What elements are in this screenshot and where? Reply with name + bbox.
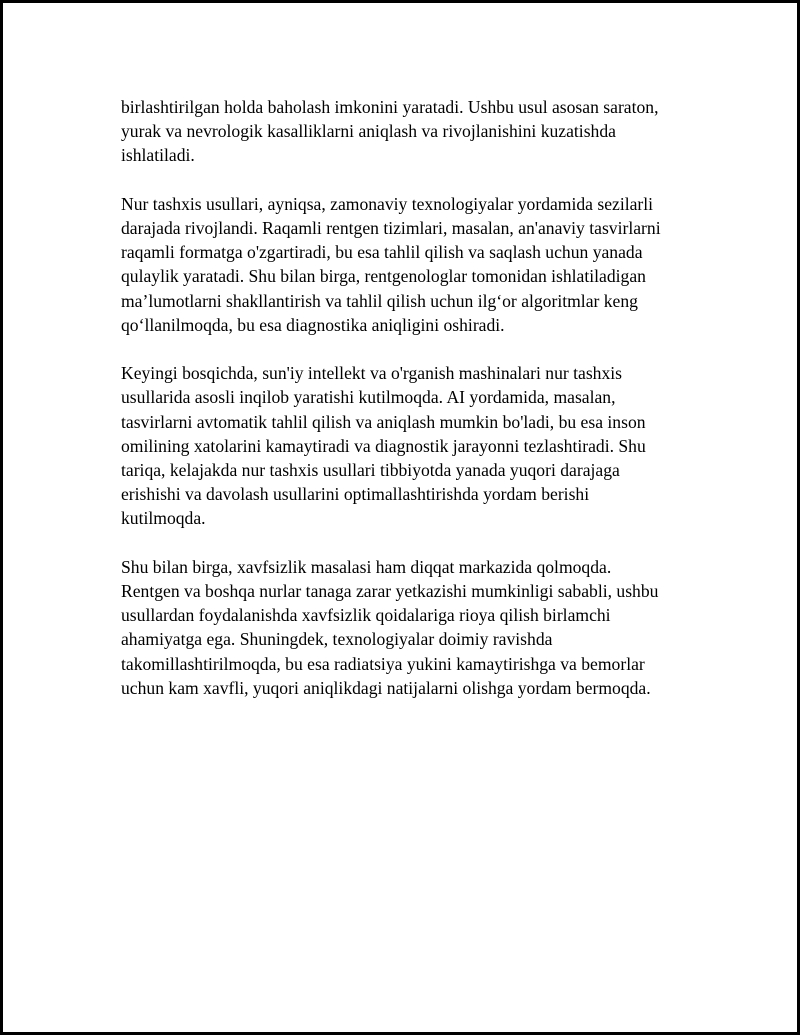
text-line: tariqa, kelajakda nur tashxis usullari tibbiyotda yanada yuqori darajaga	[121, 460, 620, 481]
text-line: birlashtirilgan holda baholash imkonini yaratadi. Ushbu usul asosan saraton,	[121, 97, 659, 117]
text-line: yurak va nevrologik kasalliklarni aniqlash va rivojlanishini kuzatishda	[121, 121, 616, 142]
paragraph-4	[121, 555, 721, 700]
text-line: kutilmoqda.	[121, 508, 206, 529]
text-line: qulaylik yaratadi. Shu bilan birga, rentgenologlar tomonidan ishlatiladigan	[121, 266, 646, 287]
text-line: darajada rivojlandi. Raqamli rentgen tizimlari, masalan, an'anaviy tasvirlarni	[121, 218, 661, 238]
text-line: usullarida asosli inqilob yaratishi kutilmoqda. AI yordamida, masalan,	[121, 387, 616, 408]
document-body	[121, 95, 721, 724]
text-line: Keyingi bosqichda, sun'iy intellekt va o'rganish mashinalari nur tashxis	[121, 363, 623, 384]
text-line: ma’lumotlarni shakllantirish va tahlil qilish uchun ilg‘or algoritmlar keng	[121, 290, 638, 311]
text-line: ahamiyatga ega. Shuningdek, texnologiyalar doimiy ravishda	[121, 629, 553, 650]
paragraph-2	[121, 192, 721, 337]
text-line: ishlatiladi.	[121, 145, 195, 166]
text-line: Nur tashxis usullari, ayniqsa, zamonaviy texnologiyalar yordamida sezilarli	[121, 193, 654, 214]
text-line: omilining xatolarini kamaytiradi va diagnostik jarayonni tezlashtiradi. Shu	[121, 435, 646, 456]
text-line: Rentgen va boshqa nurlar tanaga zarar yetkazishi mumkinligi sababli, ushbu	[121, 581, 659, 602]
text-line: erishishi va davolash usullarini optimallashtirishda yordam berishi	[121, 484, 590, 505]
paragraph-1	[121, 95, 721, 168]
text-line: Shu bilan birga, xavfsizlik masalasi ham diqqat markazida qolmoqda.	[121, 556, 612, 577]
text-line: uchun kam xavfli, yuqori aniqlikdagi natijalarni olishga yordam bermoqda.	[121, 677, 651, 698]
text-line: raqamli formatga o'zgartiradi, bu esa tahlil qilish va saqlash uchun yanada	[121, 242, 643, 263]
paragraph-3	[121, 361, 721, 530]
text-line: qo‘llanilmoqda, bu esa diagnostika aniqligini oshiradi.	[121, 314, 505, 335]
text-line: takomillashtirilmoqda, bu esa radiatsiya yukini kamaytirishga va bemorlar	[121, 653, 645, 674]
text-line: usullardan foydalanishda xavfsizlik qoidalariga rioya qilish birlamchi	[121, 605, 611, 626]
text-line: tasvirlarni avtomatik tahlil qilish va aniqlash mumkin bo'ladi, bu esa inson	[121, 411, 646, 432]
